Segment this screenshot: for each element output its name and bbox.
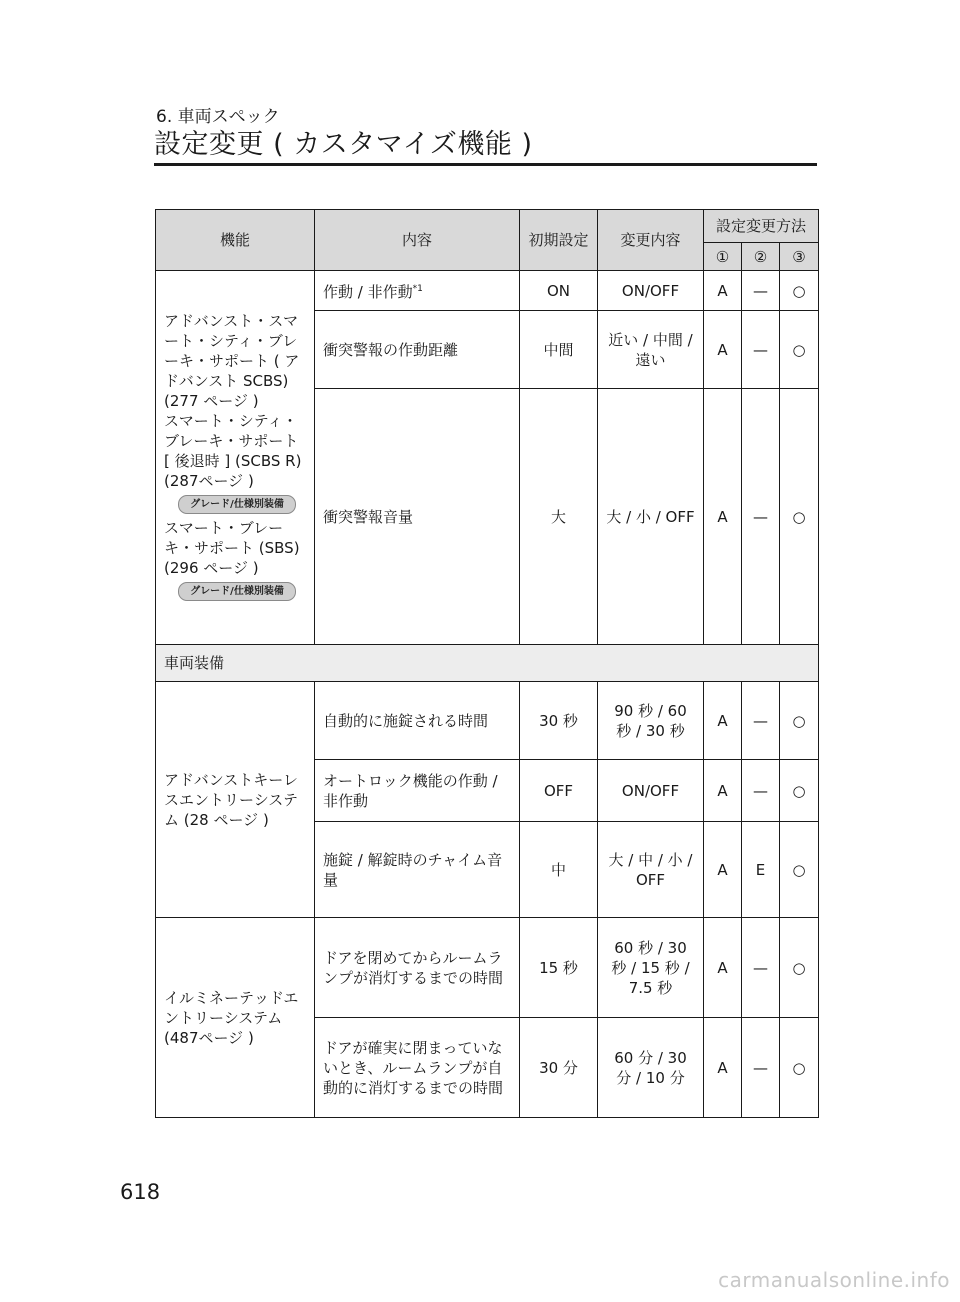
- options-cell: 60 分 / 30 分 / 10 分: [598, 1018, 704, 1118]
- content-cell: オートロック機能の作動 / 非作動: [315, 760, 520, 822]
- grade-badge: グレード/仕様別装備: [178, 582, 296, 601]
- method-1-cell: A: [704, 918, 742, 1018]
- header-method-1: ①: [704, 243, 742, 271]
- section-band: 車両装備: [156, 645, 819, 682]
- table-row: [156, 918, 819, 1018]
- method-2-cell: —: [742, 682, 780, 760]
- default-cell: 15 秒: [520, 918, 598, 1018]
- method-2-cell: —: [742, 311, 780, 389]
- method-3-cell: ○: [780, 311, 819, 389]
- function-text: アドバンスト・スマート・シティ・ブレーキ・サポート ( アドバンスト SCBS) (277 ページ ): [164, 311, 300, 410]
- method-2-cell: —: [742, 760, 780, 822]
- method-1-cell: A: [704, 389, 742, 645]
- header-method-3: ③: [780, 243, 819, 271]
- method-1-cell: A: [704, 822, 742, 918]
- function-cell-illumination: イルミネーテッドエントリーシステム (487ページ ): [156, 918, 315, 1118]
- method-3-cell: ○: [780, 1018, 819, 1118]
- options-cell: 大 / 中 / 小 / OFF: [598, 822, 704, 918]
- header-options: 変更内容: [598, 210, 704, 271]
- header-function: 機能: [156, 210, 315, 271]
- method-1-cell: A: [704, 760, 742, 822]
- footnote-mark: *1: [412, 284, 423, 294]
- method-3-cell: ○: [780, 760, 819, 822]
- content-cell: 衝突警報音量: [315, 389, 520, 645]
- content-cell: 自動的に施錠される時間: [315, 682, 520, 760]
- method-2-cell: E: [742, 822, 780, 918]
- function-cell-keyless: アドバンストキーレスエントリーシステム (28 ページ ): [156, 682, 315, 918]
- title-divider: [154, 163, 817, 166]
- method-3-cell: ○: [780, 389, 819, 645]
- method-1-cell: A: [704, 271, 742, 311]
- options-cell: 大 / 小 / OFF: [598, 389, 704, 645]
- options-cell: 90 秒 / 60 秒 / 30 秒: [598, 682, 704, 760]
- method-2-cell: —: [742, 1018, 780, 1118]
- default-cell: 大: [520, 389, 598, 645]
- method-1-cell: A: [704, 682, 742, 760]
- method-2-cell: —: [742, 918, 780, 1018]
- table-row: [156, 271, 819, 311]
- header-default: 初期設定: [520, 210, 598, 271]
- header-method-2: ②: [742, 243, 780, 271]
- content-cell: ドアが確実に閉まっていないとき、ルームランプが自動的に消灯するまでの時間: [315, 1018, 520, 1118]
- content-cell: 施錠 / 解錠時のチャイム音量: [315, 822, 520, 918]
- options-cell: ON/OFF: [598, 760, 704, 822]
- method-3-cell: ○: [780, 271, 819, 311]
- content-cell: 衝突警報の作動距離: [315, 311, 520, 389]
- options-cell: 60 秒 / 30 秒 / 15 秒 / 7.5 秒: [598, 918, 704, 1018]
- method-2-cell: —: [742, 271, 780, 311]
- grade-badge: グレード/仕様別装備: [178, 495, 296, 514]
- section-subtitle: 6. 車両スペック: [156, 107, 280, 127]
- header-content: 内容: [315, 210, 520, 271]
- content-cell: ドアを閉めてからルームランプが消灯するまでの時間: [315, 918, 520, 1018]
- method-3-cell: ○: [780, 918, 819, 1018]
- method-3-cell: ○: [780, 822, 819, 918]
- function-text: スマート・シティ・ブレーキ・サポート [ 後退時 ] (SCBS R) (287ページ ): [164, 411, 302, 490]
- default-cell: 中間: [520, 311, 598, 389]
- function-cell-sbs: [156, 271, 315, 645]
- default-cell: OFF: [520, 760, 598, 822]
- customization-table: [155, 209, 819, 1118]
- default-cell: 30 分: [520, 1018, 598, 1118]
- method-3-cell: ○: [780, 682, 819, 760]
- section-band-row: [156, 645, 819, 682]
- watermark: carmanualsonline.info: [718, 1268, 950, 1292]
- method-1-cell: A: [704, 311, 742, 389]
- method-1-cell: A: [704, 1018, 742, 1118]
- table-row: [156, 682, 819, 760]
- page-title: 設定変更 ( カスタマイズ機能 ): [154, 129, 533, 160]
- default-cell: 30 秒: [520, 682, 598, 760]
- method-2-cell: —: [742, 389, 780, 645]
- function-text: スマート・ブレーキ・サポート (SBS) (296 ページ ): [164, 518, 300, 577]
- options-cell: ON/OFF: [598, 271, 704, 311]
- page-number: 618: [120, 1180, 161, 1204]
- header-methods: 設定変更方法: [704, 210, 819, 243]
- default-cell: 中: [520, 822, 598, 918]
- options-cell: 近い / 中間 / 遠い: [598, 311, 704, 389]
- content-cell: 作動 / 非作動$^{*1}$: [315, 271, 520, 311]
- default-cell: ON: [520, 271, 598, 311]
